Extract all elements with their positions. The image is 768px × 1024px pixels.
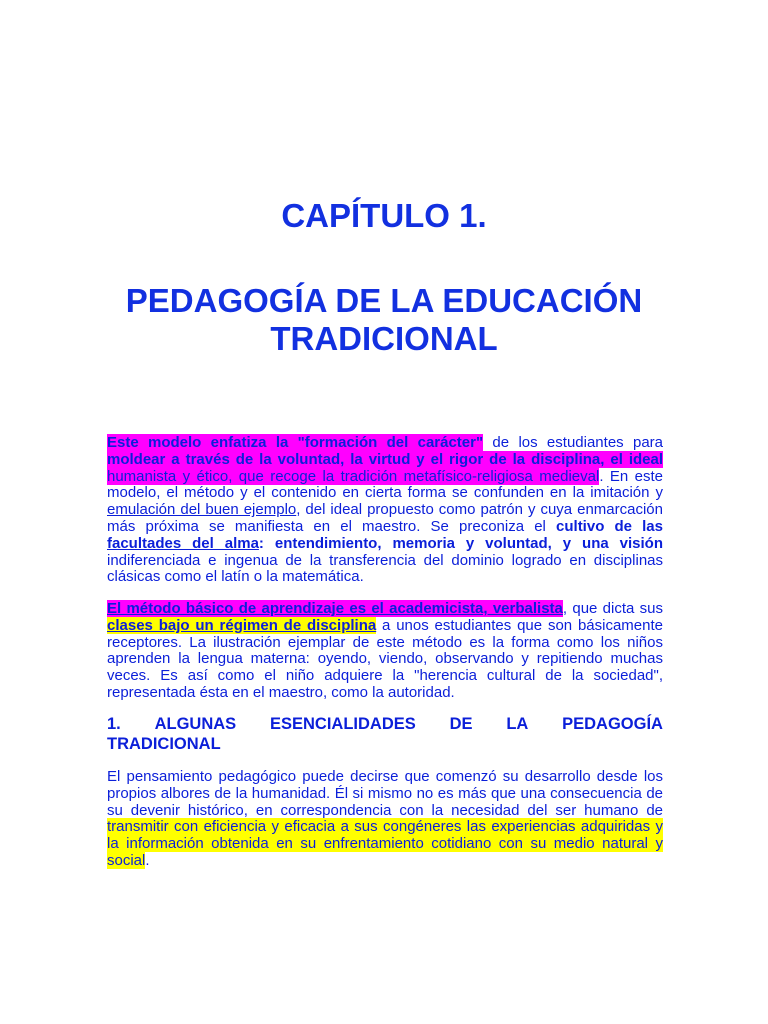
highlight-metodo-basico: El método básico de aprendizaje es el academicista, verbalista: [107, 600, 563, 617]
highlight-moldear: moldear a través de la voluntad, la virtud y el rigor de la disciplina, el ideal: [107, 450, 663, 468]
highlight-formacion-caracter: Este modelo enfatiza la "formación del carácter": [107, 434, 484, 451]
heading-word: DE: [449, 715, 473, 733]
text-segment: El pensamiento pedagógico puede decirse que comenzó su desarrollo desde los propios albores de la humanidad. Él si mismo no es más que una consecuencia de su devenir histórico, en correspondencia con la necesidad del ser humano de: [107, 768, 663, 819]
heading-word: LA: [506, 715, 529, 733]
bold-underlined-facultades: facultades del alma: [107, 534, 259, 552]
highlight-humanista: humanista y ético, que recoge la tradición metafísico-religiosa medieval: [107, 467, 600, 485]
chapter-title: CAPÍTULO 1.: [281, 197, 487, 234]
paragraph-3: [107, 769, 663, 870]
heading-word: ESENCIALIDADES: [269, 715, 416, 733]
paragraph-1: [107, 435, 663, 586]
text-segment: de los estudiantes para: [483, 434, 664, 451]
heading-word: 1.: [107, 715, 121, 733]
bold-cultivo: cultivo de las: [556, 517, 663, 535]
text-segment: a unos estudiantes que son básicamente receptores. La ilustración ejemplar de este método es la forma como los niños aprenden la lengua materna: oyendo, viendo, observando y repitiendo muchas veces. Es así como el niño adquiere la "herencia cultural de la sociedad", representada ésta en el maestro, como la autoridad.: [107, 616, 663, 701]
text-segment: , que dicta sus: [562, 600, 663, 617]
section-heading: [107, 714, 663, 754]
subtitle-line-1: PEDAGOGÍA DE LA EDUCACIÓN: [125, 282, 643, 319]
text-segment: . En este modelo, el método y el contenido en cierta forma se confunden en la imitación y: [107, 467, 664, 502]
highlight-clases-disciplina: clases bajo un régimen de disciplina: [107, 616, 377, 634]
chapter-subtitle: [0, 282, 768, 358]
heading-word: PEDAGOGÍA: [562, 715, 663, 733]
subtitle-line-2: TRADICIONAL: [270, 320, 498, 357]
bold-entendimiento: : entendimiento, memoria y voluntad, y una visión: [258, 534, 663, 552]
underlined-emulacion: emulación del buen ejemplo: [107, 501, 297, 519]
heading-word: ALGUNAS: [154, 715, 237, 733]
section-heading-line-1: [107, 714, 663, 734]
paragraph-2: [107, 601, 663, 702]
highlight-transmitir: transmitir con eficiencia y eficacia a sus congéneres las experiencias adquiridas y la información obtenida en su enfrentamiento cotidiano con su medio natural y social: [107, 818, 663, 869]
text-segment: indiferenciada e ingenua de la transferencia del dominio logrado en disciplinas clásicas como el latín o la matemática.: [107, 551, 663, 586]
section-heading-line-2: TRADICIONAL: [107, 735, 221, 753]
text-segment: .: [145, 851, 150, 869]
text-segment: , del ideal propuesto como patrón y cuya enmarcación más próxima se manifiesta en el maestro. Se preconiza el: [107, 501, 663, 535]
